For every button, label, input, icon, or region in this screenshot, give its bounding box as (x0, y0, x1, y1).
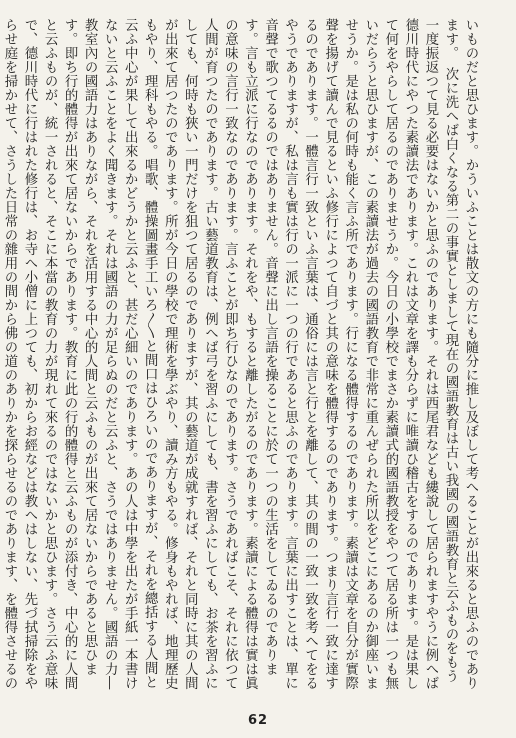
text-column: 小學校でまさか素讀式的國語教授をやつて居る所は一つも無いだらうと思ひますが、この素讀法が過去の國語教育で非常 (362, 18, 398, 690)
text-column: からであります。教育に此の行的體得と云ふものが添付き、中心的に人間と云ふものが、統一されると、そこに本當の (42, 18, 78, 690)
text-column: 習ふにしても、書を習ふにしても、お茶を習ふにしても、何時も狹い一門だけを狙つて居るのでありますが、其の藝道が (182, 18, 218, 690)
text-column: す。素讀は文章を自分が實際聲を揚げて讀んで見るといふ修行によつて自づと其の意味を體得するのであります。つまり (322, 18, 358, 690)
text-column: ありながら、それを活用する中心的人間と云ふものが出來て居ないからであると思ひます。即ち行的體得が出來て居ない (62, 18, 98, 676)
text-column: 初からお經などは教へはしない、先づ拭掃除をやらせ庭を掃かせて、さうした日常の雜用の間から佛の道のありかを探ら (1, 18, 37, 690)
text-column: に重んぜられた所以をどこにあるのか御座いませうか。是は私の何時も能く言ふ所であります。行になる體得するのでありま (342, 18, 378, 690)
text-column: す。これは文章を譯も分らずに唯讀ひ稽古をするのであります。是は果して何をやらして居るのでありませうか。今日の (382, 18, 418, 690)
text-column: 人間と云ふ中心が果して出來るかどうかと云ふと、甚だ心細いのであります。あの人は中學を出たが手紙一本書けないと (102, 18, 158, 690)
page-number: 62 (247, 713, 269, 728)
text-column: るのではありません。音聲に出し言語を操ることに於て一つの生活をしてゐるのであります。言も立派に行なのでありま (242, 18, 278, 676)
vertical-text-body (1, 18, 480, 694)
text-column: もやれば、地理歷史もやり、理科もやる。唱歌、體操圖畫手工いろ〳〵と間口はひろいのでありますが、それを總括する (142, 18, 178, 690)
text-column: 云ふことをよく聞きます。それは國語の力が足らぬのだと云ふと、さうではありません。國語の力―教室內の國語力は (82, 18, 118, 690)
text-column: るやうでありますが、私は言も實は行の一派に一つの行であると思ふのであります。言葉に出すことは、單に音聲で歌つてる (262, 18, 318, 690)
text-column: 成就すれば、それと同時に其の人間が出來て居つたのであります。所が今日の學校で理術を學ぶやり、讀み方もやる。修身 (162, 18, 198, 690)
text-column: が即ち行ひなのであります。さうであればこそ、それに依つて人間が育つたのであります。古い藝道教育は、例へば弓を (202, 18, 238, 690)
text-column: す。それをや、もすると離したがるのであります。素讀による體得は實は眞の意味の言行一致なのであります。言ふこと (222, 18, 258, 690)
text-column: 教育の力が現れて來るのではないかと思ひます。さう云ふ意味で、德川時代に行はれた修行は、お寺へ小僧に上つても、 (21, 18, 58, 690)
text-column: 言行一致に達するのであります。一體言行一致といふ言葉は、通俗には言と行とを離して、其の間の一致一致を考へてを (302, 18, 338, 690)
text-column: いものだと思ひます。かういふことは散文の方にも隨分に推し及ぼして考へることが出來ると思ふのであります。 (442, 18, 478, 690)
text-column: 要はないかと思ふのであります。それは西尾君なども縷說して居られますやうに例へば德川時代にやつた素讀法でありま (402, 18, 438, 690)
text-column: せるのであります、を體得させるの (1, 466, 17, 690)
text-column: 次に洗へば白くなる第二の事實としまして現在の國語教育は古い我國の國語教育と云ふものをもう一度振返つて見る必 (422, 18, 458, 684)
